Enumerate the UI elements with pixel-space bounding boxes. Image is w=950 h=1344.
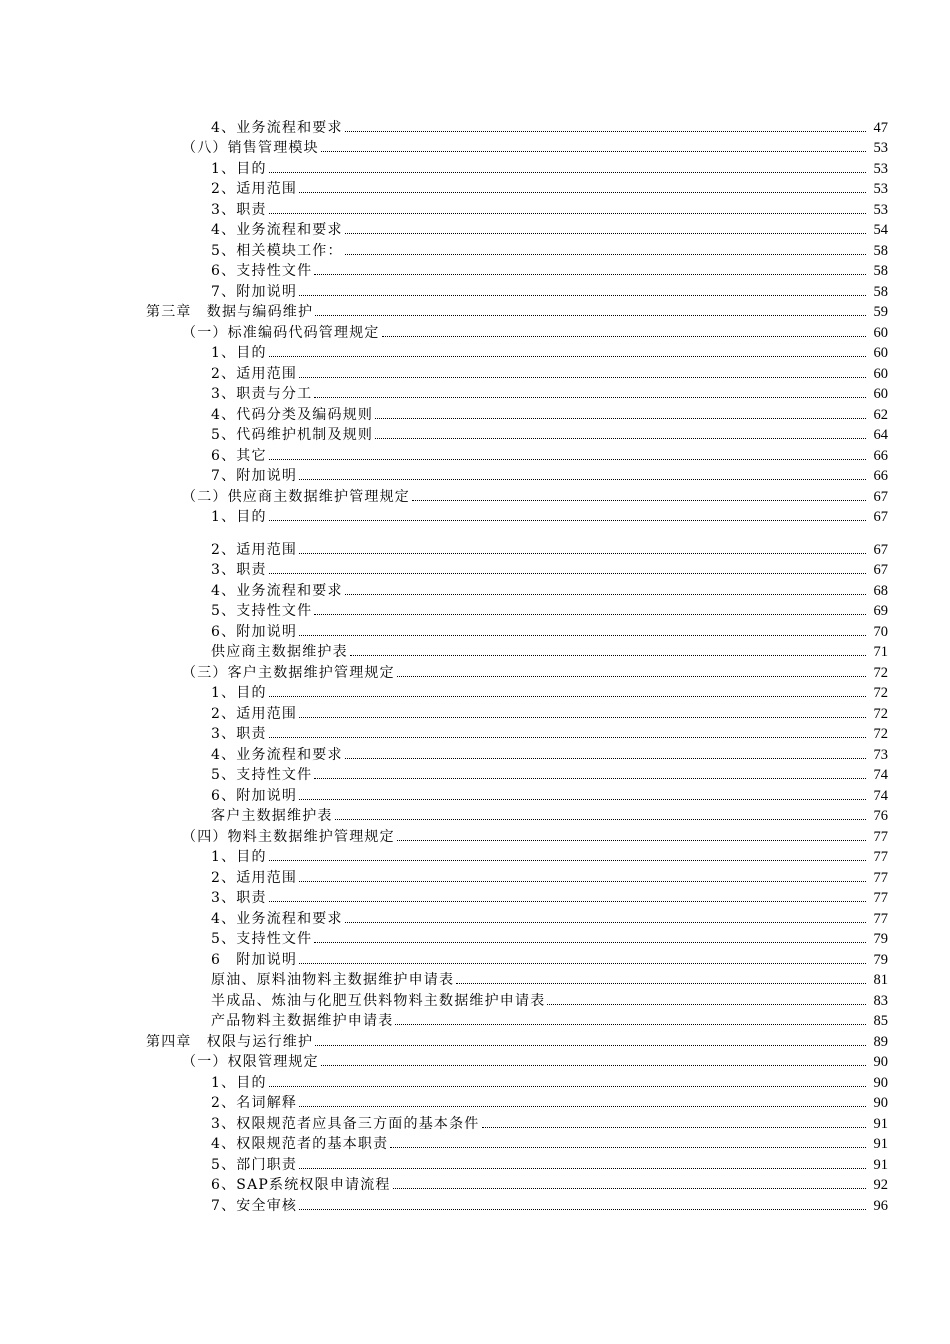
toc-entry-title: 2、名词解释 — [211, 1095, 298, 1111]
toc-entry-page-number: 60 — [873, 386, 888, 402]
dot-leader — [299, 295, 866, 296]
toc-entry-page-number: 73 — [873, 746, 888, 763]
toc-entry-title: 半成品、炼油与化肥互供料物料主数据维护申请表 — [211, 992, 546, 1009]
toc-entry-page-number: 77 — [873, 910, 888, 927]
dot-leader — [269, 520, 866, 521]
toc-entry-title: 6、支持性文件 — [211, 263, 313, 279]
dot-leader — [345, 758, 866, 759]
toc-entry-title: 2、适用范围 — [211, 365, 298, 382]
dot-leader — [350, 655, 866, 656]
toc-entry-page-number: 58 — [873, 242, 888, 259]
toc-entry-title: 5、支持性文件 — [211, 931, 313, 947]
toc-entry[interactable] — [0, 825, 950, 846]
dot-leader — [482, 1127, 866, 1128]
dot-leader — [456, 983, 866, 984]
toc-entry-page-number: 77 — [873, 890, 888, 906]
toc-entry-title: 6、附加说明 — [211, 787, 298, 804]
toc-entry-title: 5、代码维护机制及规则 — [211, 427, 374, 443]
toc-entry-page-number: 58 — [873, 263, 888, 279]
toc-entry[interactable] — [0, 506, 950, 527]
dot-leader — [397, 840, 866, 841]
toc-entry-title: 1、目的 — [211, 849, 267, 865]
toc-entry-page-number: 47 — [873, 119, 888, 136]
toc-entry[interactable] — [0, 702, 950, 723]
toc-entry-page-number: 53 — [873, 160, 888, 177]
toc-entry-title: 6 附加说明 — [211, 951, 298, 968]
toc-entry[interactable] — [0, 661, 950, 682]
toc-entry-page-number: 72 — [873, 726, 888, 742]
dot-leader — [299, 1209, 866, 1210]
dot-leader — [269, 356, 866, 357]
dot-leader — [299, 553, 866, 554]
toc-entry-page-number: 83 — [873, 992, 888, 1009]
dot-leader — [299, 799, 866, 800]
toc-entry-page-number: 89 — [873, 1033, 888, 1050]
toc-entry[interactable] — [0, 682, 950, 703]
toc-entry-title: 7、附加说明 — [211, 468, 298, 484]
toc-entry-page-number: 53 — [873, 201, 888, 218]
toc-entry-page-number: 90 — [873, 1095, 888, 1111]
toc-entry-page-number: 74 — [873, 767, 888, 783]
toc-entry-page-number: 79 — [873, 931, 888, 947]
toc-entry-page-number: 53 — [873, 181, 888, 197]
toc-entry-title: （三）客户主数据维护管理规定 — [182, 664, 395, 681]
toc-entry-page-number: 60 — [873, 345, 888, 361]
toc-entry[interactable] — [0, 1030, 950, 1051]
toc-entry[interactable] — [0, 424, 950, 445]
dot-leader — [299, 192, 866, 193]
toc-entry[interactable] — [0, 116, 950, 137]
toc-entry[interactable] — [0, 157, 950, 178]
toc-entry[interactable] — [0, 1071, 950, 1092]
toc-entry-page-number: 72 — [873, 664, 888, 681]
toc-entry-title: （四）物料主数据维护管理规定 — [182, 828, 395, 845]
dot-leader — [321, 151, 866, 152]
dot-leader — [390, 1147, 866, 1148]
toc-entry-page-number: 54 — [873, 222, 888, 238]
toc-entry-page-number: 76 — [873, 808, 888, 824]
toc-entry-title: 6、附加说明 — [211, 623, 298, 640]
toc-entry-title: 1、目的 — [211, 685, 267, 701]
toc-entry-title: （一）权限管理规定 — [182, 1054, 319, 1070]
toc-entry-page-number: 91 — [873, 1136, 888, 1152]
dot-leader — [345, 131, 866, 132]
dot-leader — [547, 1004, 866, 1005]
dot-leader — [393, 1188, 866, 1189]
toc-entry[interactable] — [0, 620, 950, 641]
dot-leader — [315, 1045, 866, 1046]
toc-entry[interactable] — [0, 866, 950, 887]
toc-entry[interactable] — [0, 342, 950, 363]
toc-entry[interactable] — [0, 485, 950, 506]
toc-entry[interactable] — [0, 321, 950, 342]
toc-entry-page-number: 67 — [873, 509, 888, 525]
toc-entry[interactable] — [0, 362, 950, 383]
toc-entry[interactable] — [0, 198, 950, 219]
dot-leader — [269, 737, 866, 738]
toc-entry[interactable] — [0, 260, 950, 281]
toc-entry[interactable] — [0, 239, 950, 260]
toc-entry[interactable] — [0, 887, 950, 908]
toc-entry[interactable] — [0, 178, 950, 199]
toc-entry-title: 4、代码分类及编码规则 — [211, 406, 374, 423]
dot-leader — [412, 500, 866, 501]
toc-entry[interactable] — [0, 846, 950, 867]
dot-leader — [299, 479, 866, 480]
toc-entry-title: 2、适用范围 — [211, 869, 298, 886]
toc-entry-title: 5、部门职责 — [211, 1156, 298, 1173]
toc-entry-title: 1、目的 — [211, 160, 267, 177]
toc-entry-title: 5、支持性文件 — [211, 767, 313, 783]
toc-entry-title: （二）供应商主数据维护管理规定 — [182, 488, 410, 505]
dot-leader — [299, 1106, 866, 1107]
toc-entry-title: 1、目的 — [211, 1074, 267, 1091]
toc-entry-title: 3、职责 — [211, 890, 267, 906]
toc-entry-page-number: 77 — [873, 869, 888, 886]
toc-entry[interactable] — [0, 403, 950, 424]
toc-entry[interactable] — [0, 743, 950, 764]
dot-leader — [269, 901, 866, 902]
toc-entry[interactable] — [0, 559, 950, 580]
toc-entry-title: 产品物料主数据维护申请表 — [211, 1013, 394, 1029]
toc-entry[interactable] — [0, 1194, 950, 1215]
toc-entry-title: 4、业务流程和要求 — [211, 910, 343, 927]
toc-entry-page-number: 96 — [873, 1197, 888, 1214]
dot-leader — [345, 922, 866, 923]
dot-leader — [299, 963, 866, 964]
dot-leader — [299, 635, 866, 636]
toc-entry[interactable] — [0, 784, 950, 805]
dot-leader — [345, 233, 866, 234]
dot-leader — [314, 614, 866, 615]
toc-entry-title: 第四章 权限与运行维护 — [146, 1033, 314, 1050]
dot-leader — [382, 336, 866, 337]
toc-entry-page-number: 91 — [873, 1115, 888, 1132]
dot-leader — [345, 594, 866, 595]
toc-entry[interactable] — [0, 1051, 950, 1072]
toc-entry-title: 3、职责 — [211, 726, 267, 742]
toc-entry-page-number: 67 — [873, 541, 888, 558]
toc-entry-page-number: 67 — [873, 562, 888, 578]
dot-leader — [397, 676, 866, 677]
toc-entry-title: 4、权限规范者的基本职责 — [211, 1136, 389, 1152]
dot-leader — [299, 717, 866, 718]
toc-entry[interactable] — [0, 280, 950, 301]
toc-entry[interactable] — [0, 383, 950, 404]
toc-entry[interactable] — [0, 1133, 950, 1154]
toc-entry-title: 4、业务流程和要求 — [211, 582, 343, 599]
toc-entry-page-number: 66 — [873, 447, 888, 464]
dot-leader — [335, 819, 866, 820]
toc-entry[interactable] — [0, 579, 950, 600]
toc-entry[interactable] — [0, 641, 950, 662]
toc-entry-page-number: 74 — [873, 787, 888, 804]
toc-entry-title: 6、SAP系统权限申请流程 — [211, 1177, 391, 1193]
toc-entry-title: 1、目的 — [211, 509, 267, 525]
dot-leader — [375, 418, 866, 419]
toc-entry[interactable] — [0, 764, 950, 785]
toc-entry-title: 7、安全审核 — [211, 1197, 298, 1214]
toc-entry-title: 4、业务流程和要求 — [211, 222, 343, 238]
dot-leader — [269, 172, 866, 173]
toc-entry[interactable] — [0, 1112, 950, 1133]
dot-leader — [269, 213, 866, 214]
toc-entry-page-number: 90 — [873, 1054, 888, 1070]
toc-entry-page-number: 85 — [873, 1013, 888, 1029]
toc-entry-title: 5、支持性文件 — [211, 603, 313, 619]
toc-entry[interactable] — [0, 137, 950, 158]
toc-entry-title: 3、权限规范者应具备三方面的基本条件 — [211, 1115, 480, 1132]
toc-entry-page-number: 71 — [873, 644, 888, 660]
dot-leader — [299, 1168, 866, 1169]
toc-entry-page-number: 69 — [873, 603, 888, 619]
dot-leader — [314, 942, 866, 943]
toc-entry-title: 2、适用范围 — [211, 181, 298, 197]
toc-entry-page-number: 77 — [873, 828, 888, 845]
dot-leader — [269, 1086, 866, 1087]
toc-entry[interactable] — [0, 907, 950, 928]
toc-entry-title: 3、职责与分工 — [211, 386, 313, 402]
toc-entry-page-number: 64 — [873, 427, 888, 443]
toc-entry-page-number: 66 — [873, 468, 888, 484]
toc-entry-title: （八）销售管理模块 — [182, 140, 319, 156]
toc-entry-page-number: 62 — [873, 406, 888, 423]
toc-entry-page-number: 58 — [873, 283, 888, 300]
toc-entry-page-number: 70 — [873, 623, 888, 640]
toc-entry-title: 7、附加说明 — [211, 283, 298, 300]
table-of-contents — [0, 116, 950, 1215]
toc-entry-page-number: 60 — [873, 365, 888, 382]
toc-entry-page-number: 90 — [873, 1074, 888, 1091]
toc-entry[interactable] — [0, 538, 950, 559]
toc-entry-page-number: 72 — [873, 705, 888, 722]
toc-entry-page-number: 79 — [873, 951, 888, 968]
toc-entry[interactable] — [0, 723, 950, 744]
toc-entry-page-number: 77 — [873, 849, 888, 865]
toc-entry[interactable] — [0, 948, 950, 969]
dot-leader — [269, 860, 866, 861]
dot-leader — [314, 778, 866, 779]
toc-entry[interactable] — [0, 928, 950, 949]
toc-entry[interactable] — [0, 219, 950, 240]
toc-entry[interactable] — [0, 444, 950, 465]
toc-entry-title: 第三章 数据与编码维护 — [146, 304, 314, 320]
toc-entry-title: 供应商主数据维护表 — [211, 644, 348, 660]
dot-leader — [299, 377, 866, 378]
toc-entry[interactable] — [0, 969, 950, 990]
toc-entry-title: 客户主数据维护表 — [211, 808, 333, 824]
dot-leader — [395, 1024, 866, 1025]
dot-leader — [269, 696, 866, 697]
dot-leader — [314, 397, 866, 398]
toc-entry-title: 3、职责 — [211, 562, 267, 578]
toc-entry[interactable] — [0, 1092, 950, 1113]
toc-entry-title: 2、适用范围 — [211, 705, 298, 722]
toc-entry-page-number: 91 — [873, 1156, 888, 1173]
toc-entry[interactable] — [0, 989, 950, 1010]
toc-entry-title: 4、业务流程和要求 — [211, 746, 343, 763]
dot-leader — [314, 274, 866, 275]
toc-entry-page-number: 60 — [873, 324, 888, 341]
dot-leader — [375, 438, 866, 439]
toc-entry-title: 4、业务流程和要求 — [211, 119, 343, 136]
toc-entry-page-number: 53 — [873, 140, 888, 156]
toc-entry[interactable] — [0, 465, 950, 486]
toc-entry[interactable] — [0, 301, 950, 322]
dot-leader — [315, 315, 866, 316]
dot-leader — [321, 1065, 866, 1066]
toc-entry-page-number: 92 — [873, 1177, 888, 1193]
toc-entry-title: 6、其它 — [211, 447, 267, 464]
toc-entry-title: 5、相关模块工作： — [211, 242, 343, 259]
toc-entry[interactable] — [0, 805, 950, 826]
dot-leader — [269, 459, 866, 460]
toc-entry-title: 原油、原料油物料主数据维护申请表 — [211, 972, 455, 988]
toc-entry[interactable] — [0, 1174, 950, 1195]
toc-entry[interactable] — [0, 1010, 950, 1031]
toc-entry-title: 3、职责 — [211, 201, 267, 218]
toc-entry-title: （一）标准编码代码管理规定 — [182, 324, 380, 341]
toc-entry-page-number: 67 — [873, 488, 888, 505]
toc-entry-page-number: 59 — [873, 304, 888, 320]
dot-leader — [299, 881, 866, 882]
toc-entry-page-number: 72 — [873, 685, 888, 701]
toc-entry-title: 1、目的 — [211, 345, 267, 361]
toc-entry-title: 2、适用范围 — [211, 541, 298, 558]
toc-entry[interactable] — [0, 1153, 950, 1174]
toc-entry-page-number: 68 — [873, 582, 888, 599]
toc-entry-page-number: 81 — [873, 972, 888, 988]
dot-leader — [345, 254, 866, 255]
toc-entry[interactable] — [0, 600, 950, 621]
dot-leader — [269, 573, 866, 574]
